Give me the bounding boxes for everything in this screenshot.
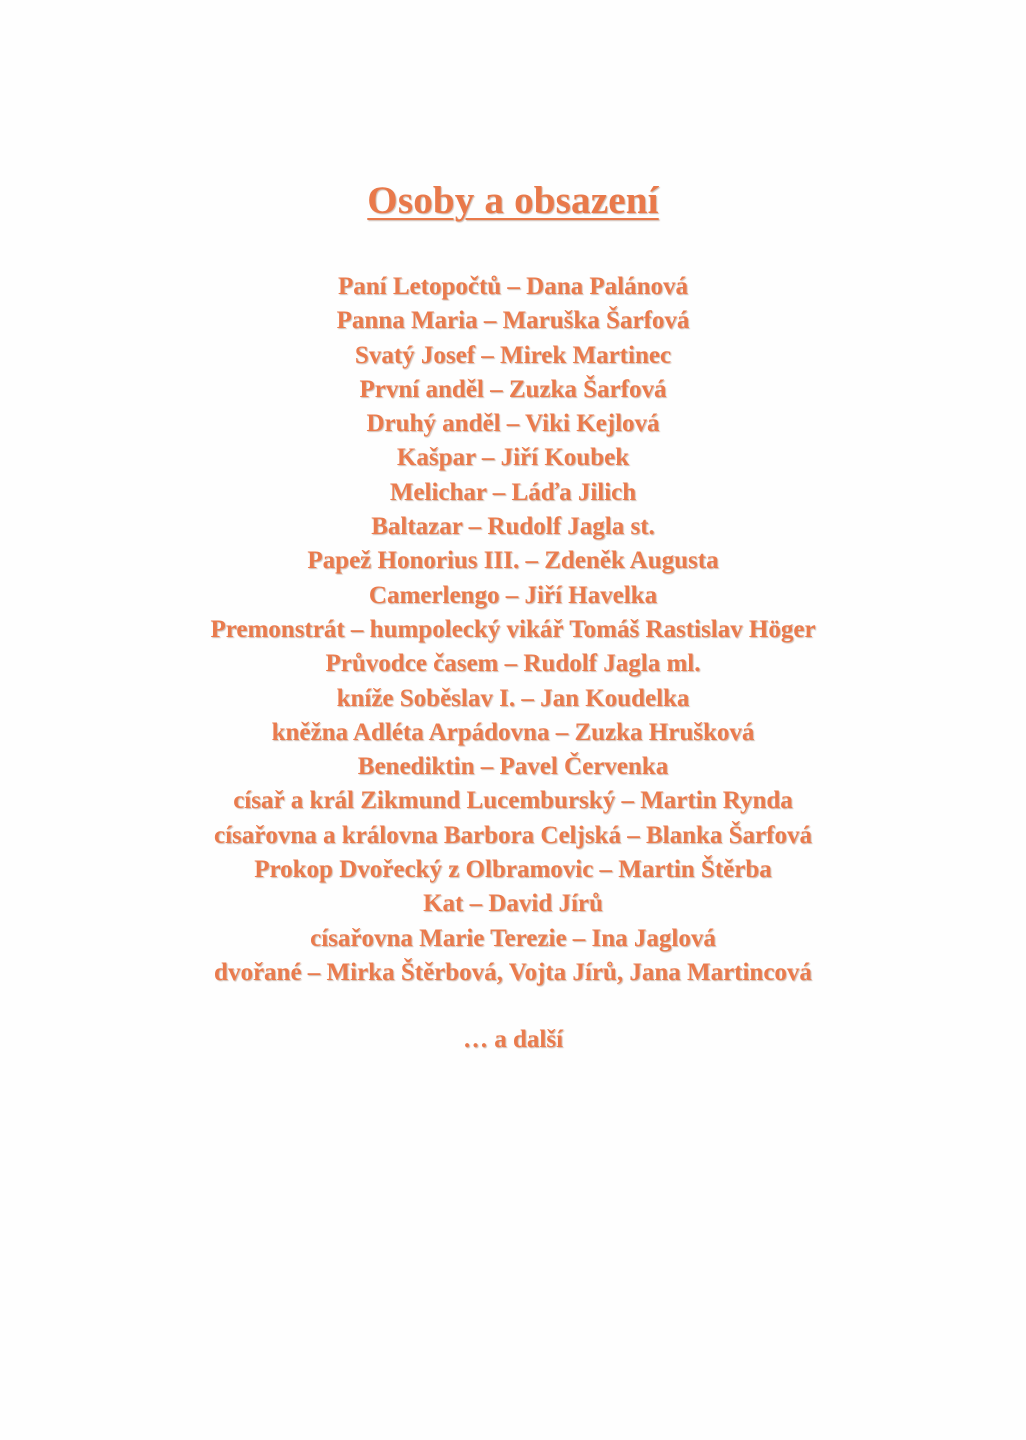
cast-line: Průvodce časem – Rudolf Jagla ml. <box>325 650 701 678</box>
page-title: Osoby a obsazení <box>367 179 659 222</box>
cast-list <box>0 270 1026 990</box>
cast-line: kníže Soběslav I. – Jan Koudelka <box>336 684 690 712</box>
cast-line: císařovna Marie Terezie – Ina Jaglová <box>310 924 716 952</box>
cast-line: Papež Honorius III. – Zdeněk Augusta <box>307 547 719 575</box>
cast-line: Kašpar – Jiří Koubek <box>396 444 630 472</box>
cast-line: Camerlengo – Jiří Havelka <box>368 581 658 609</box>
cast-line: Kat – David Jírů <box>423 890 603 918</box>
cast-line: Premonstrát – humpolecký vikář Tomáš Rastislav Höger <box>210 615 816 643</box>
cast-line: císař a král Zikmund Lucemburský – Martin Rynda <box>233 787 793 815</box>
cast-line: kněžna Adléta Arpádovna – Zuzka Hrušková <box>271 718 755 746</box>
cast-line: Baltazar – Rudolf Jagla st. <box>371 513 655 541</box>
cast-line: Prokop Dvořecký z Olbramovic – Martin Štěrba <box>254 856 772 884</box>
cast-line: Melichar – Láďa Jilich <box>389 478 637 506</box>
cast-line: Benediktin – Pavel Červenka <box>357 753 669 781</box>
cast-line: Panna Maria – Maruška Šarfová <box>336 307 690 335</box>
cast-line: Paní Letopočtů – Dana Palánová <box>337 273 689 300</box>
cast-line: dvořané – Mirka Štěrbová, Vojta Jírů, Jana Martincová <box>214 958 812 986</box>
cast-line: císařovna a královna Barbora Celjská – Blanka Šarfová <box>214 821 812 849</box>
closing-text: … a další <box>462 1026 564 1053</box>
cast-line: Druhý anděl – Viki Kejlová <box>366 410 660 438</box>
cast-line: První anděl – Zuzka Šarfová <box>359 375 667 403</box>
cast-line: Svatý Josef – Mirek Martinec <box>354 341 672 369</box>
